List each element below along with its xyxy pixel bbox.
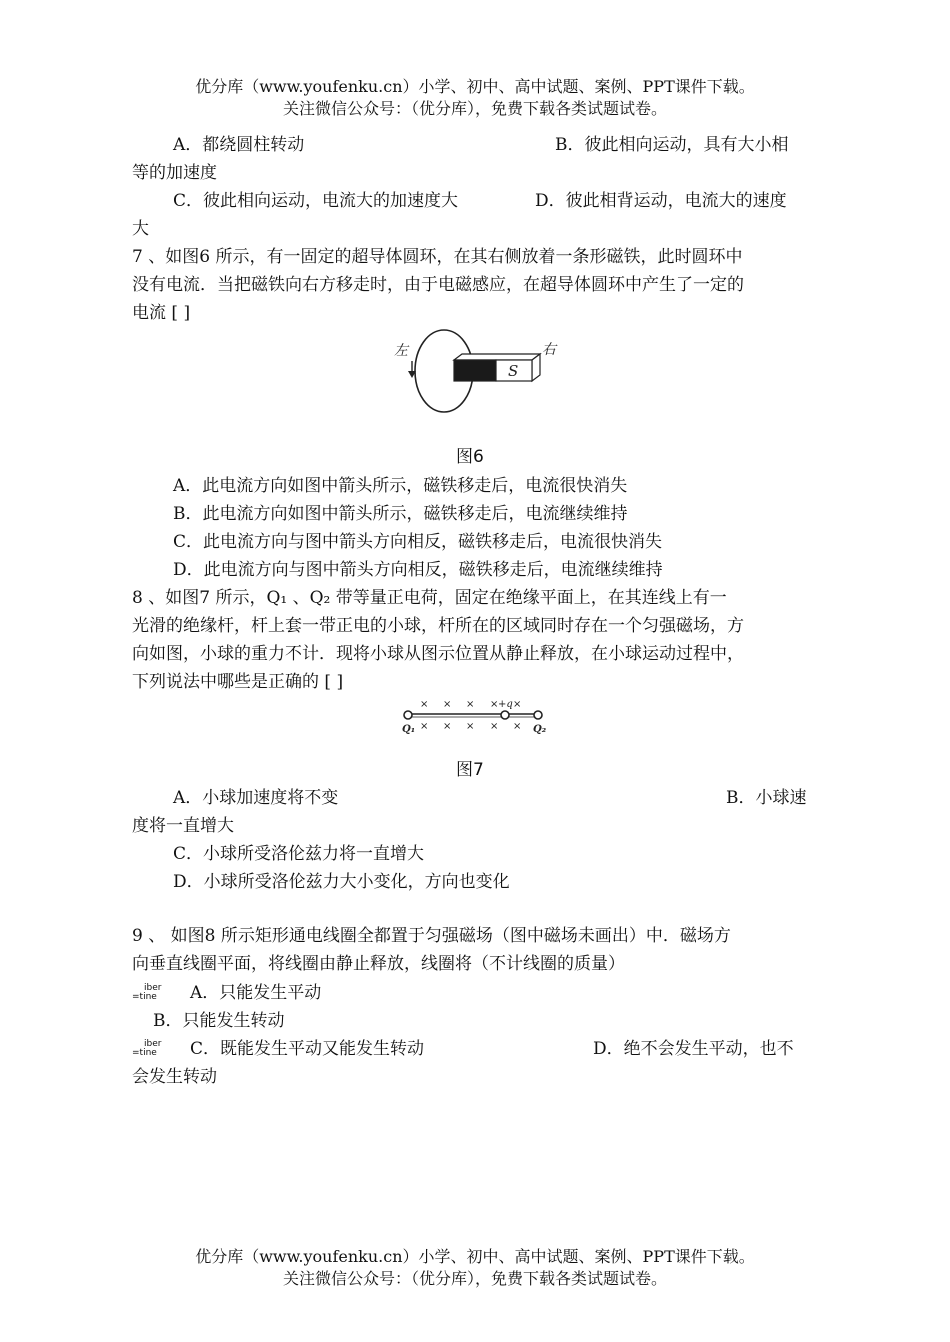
q9-option-d-cont: 会发生转动 [132,1067,217,1087]
field-cross: × [490,721,499,732]
q8-option-a: A．小球加速度将不变 [173,788,339,808]
figure-7-caption: 图7 [456,760,484,780]
field-cross: × [443,721,452,732]
header-line-1: 优分库（www.youfenku.cn）小学、初中、高中试题、案例、PPT课件下载。 [195,77,755,96]
field-cross: × [513,721,522,732]
field-cross: × [420,721,429,732]
charged-ball [501,711,509,719]
q8-option-c: C．小球所受洛伦兹力将一直增大 [173,844,425,864]
q9-option-a: A．只能发生平动 [190,983,322,1003]
field-cross: × [420,699,429,710]
figure-6-caption: 图6 [456,447,484,467]
q9-option-d: D．绝不会发生平动，也不 [593,1039,794,1059]
field-cross: × [490,699,499,710]
header-line-2: 关注微信公众号：（优分库），免费下载各类试题试卷。 [282,99,667,118]
q7-option-c: C．此电流方向与图中箭头方向相反，磁铁移走后，电流很快消失 [173,532,663,552]
q8-option-b-cont: 度将一直增大 [132,816,234,836]
q9-stem-line-2: 向垂直线圈平面，将线圈由静止释放，线圈将（不计线圈的质量） [132,954,625,974]
q1-label: Q₁ [402,724,416,735]
q8-stem-line-2: 光滑的绝缘杆，杆上套一带正电的小球，杆所在的区域同时存在一个匀强磁场，方 [132,616,744,636]
q7-option-d: D．此电流方向与图中箭头方向相反，磁铁移走后，电流继续维持 [173,560,663,580]
q9-stem-line-1: 9 、 如图8 所示矩形通电线圈全都置于匀强磁场（图中磁场未画出）中．磁场方 [132,926,731,946]
q9-option-c-marker: iber =tine [132,1039,162,1058]
ball-charge-label: +q [498,699,513,710]
footer-line-1: 优分库（www.youfenku.cn）小学、初中、高中试题、案例、PPT课件下载。 [195,1247,755,1266]
q9-option-c: C．既能发生平动又能发生转动 [190,1039,425,1059]
charge-q2 [534,711,542,719]
magnet-top-face [454,354,540,360]
field-cross: × [443,699,452,710]
footer-line-2: 关注微信公众号：（优分库），免费下载各类试题试卷。 [282,1269,667,1288]
q9-option-a-marker: iber =tine [132,983,162,1002]
q7-stem-line-2: 没有电流．当把磁铁向右方移走时，由于电磁感应，在超导体圆环中产生了一定的 [132,275,744,295]
field-cross: × [466,699,475,710]
figure-6-ring-magnet [390,325,570,420]
q7-option-a: A．此电流方向如图中箭头所示，磁铁移走后，电流很快消失 [173,476,628,496]
q8-option-d: D．小球所受洛伦兹力大小变化，方向也变化 [173,872,510,892]
q8-stem-line-3: 向如图，小球的重力不计．现将小球从图示位置从静止释放，在小球运动过程中， [132,644,744,664]
q6-option-d-cont: 大 [132,219,149,239]
q8-option-b: B．小球速 [726,788,807,808]
q8-stem-line-4: 下列说法中哪些是正确的 [ ] [132,672,344,692]
fig6-left-label: 左 [394,343,408,359]
q6-option-d: D．彼此相背运动，电流大的速度 [535,191,787,211]
fig6-right-label: 右 [542,342,556,358]
q6-option-c: C．彼此相向运动，电流大的加速度大 [173,191,459,211]
q7-stem-line-1: 7 、如图6 所示，有一固定的超导体圆环，在其右侧放着一条形磁铁，此时圆环中 [132,247,743,267]
magnet-north-end [454,360,496,381]
q2-label: Q₂ [533,724,547,735]
field-cross: × [513,699,522,710]
q6-option-b: B．彼此相向运动，具有大小相 [555,135,789,155]
magnet-pole-s: S [508,362,519,380]
q6-option-b-cont: 等的加速度 [132,163,217,183]
q8-stem-line-1: 8 、如图7 所示，Q₁ 、Q₂ 带等量正电荷，固定在绝缘平面上，在其连线上有一 [132,588,727,608]
q7-stem-line-3: 电流 [ ] [132,303,191,323]
field-cross: × [466,721,475,732]
q9-option-b: B．只能发生转动 [153,1011,285,1031]
figure-7-charges-rod [398,696,553,738]
charge-q1 [404,711,412,719]
q7-option-b: B．此电流方向如图中箭头所示，磁铁移走后，电流继续维持 [173,504,628,524]
q6-option-a: A．都绕圆柱转动 [173,135,305,155]
